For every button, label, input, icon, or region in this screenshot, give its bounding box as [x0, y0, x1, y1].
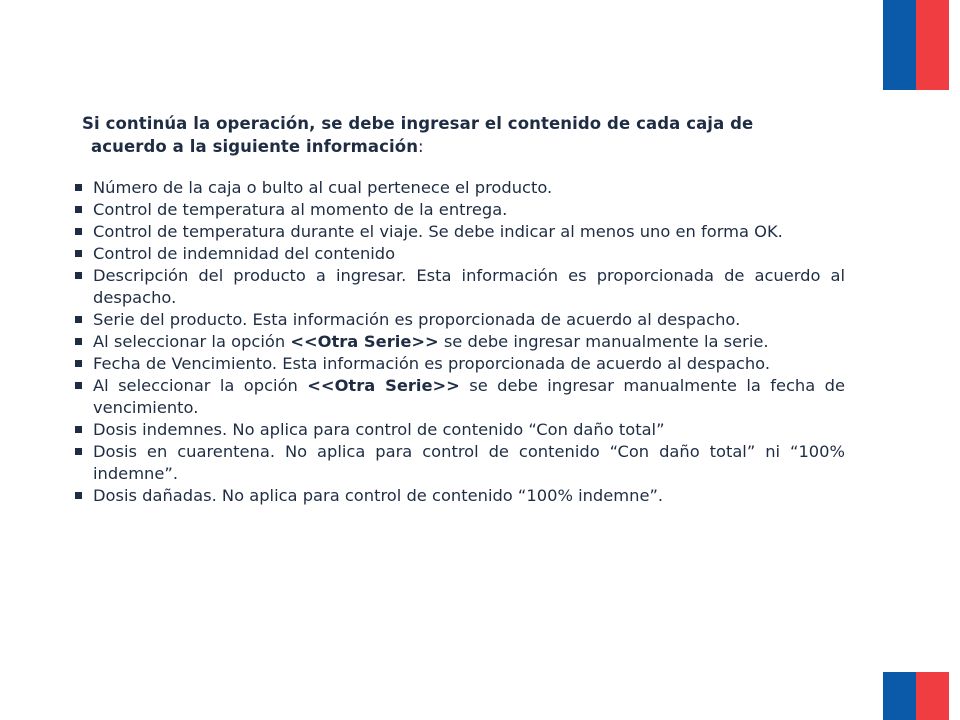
item-text-post: se debe ingresar manualmente la serie. [438, 332, 769, 351]
square-bullet-icon [75, 316, 82, 323]
item-text: Dosis en cuarentena. No aplica para control de contenido “Con daño total” ni “100% indemne”. [93, 442, 845, 483]
list-item [75, 177, 845, 199]
square-bullet-icon [75, 382, 82, 389]
list-item [75, 309, 845, 331]
item-text: Dosis indemnes. No aplica para control de contenido “Con daño total” [93, 420, 665, 439]
intro-heading [82, 112, 842, 158]
item-text-bold: <<Otra Serie>> [290, 332, 439, 351]
square-bullet-icon [75, 448, 82, 455]
item-text-pre: Al seleccionar la opción [93, 376, 308, 395]
item-text: Dosis dañadas. No aplica para control de contenido “100% indemne”. [93, 486, 664, 505]
square-bullet-icon [75, 228, 82, 235]
item-text: Fecha de Vencimiento. Esta información es proporcionada de acuerdo al despacho. [93, 354, 771, 373]
list-item [75, 353, 845, 375]
item-text: Serie del producto. Esta información es proporcionada de acuerdo al despacho. [93, 310, 741, 329]
item-text: Número de la caja o bulto al cual pertenece el producto. [93, 178, 553, 197]
item-text-post: se debe ingresar manualmente la fecha de vencimiento. [93, 376, 845, 417]
list-item [75, 221, 845, 243]
item-text-bold: <<Otra Serie>> [307, 376, 460, 395]
list-item [75, 441, 845, 485]
square-bullet-icon [75, 338, 82, 345]
flag-red-band [916, 672, 949, 720]
square-bullet-icon [75, 360, 82, 367]
item-text: Control de temperatura durante el viaje. Se debe indicar al menos uno en forma OK. [93, 222, 783, 241]
square-bullet-icon [75, 206, 82, 213]
list-item [75, 375, 845, 419]
intro-line-1: Si continúa la operación, se debe ingresar el contenido de cada caja de [82, 114, 754, 133]
list-item [75, 419, 845, 441]
intro-line-2-wrap [82, 135, 842, 158]
item-text: Descripción del producto a ingresar. Esta información es proporcionada de acuerdo al despacho. [93, 266, 845, 307]
intro-colon: : [418, 137, 424, 156]
square-bullet-icon [75, 184, 82, 191]
list-item [75, 265, 845, 309]
flag-stripe-top [883, 0, 949, 90]
info-list [75, 177, 845, 507]
flag-blue-band [883, 0, 916, 90]
intro-line-2: acuerdo a la siguiente información [91, 137, 419, 156]
list-item [75, 331, 845, 353]
square-bullet-icon [75, 492, 82, 499]
list-item [75, 485, 845, 507]
list-item [75, 243, 845, 265]
flag-stripe-bottom [883, 672, 949, 720]
square-bullet-icon [75, 250, 82, 257]
item-text: Control de temperatura al momento de la entrega. [93, 200, 508, 219]
flag-blue-band [883, 672, 916, 720]
item-text: Control de indemnidad del contenido [93, 244, 396, 263]
list-item [75, 199, 845, 221]
item-text-pre: Al seleccionar la opción [93, 332, 291, 351]
flag-red-band [916, 0, 949, 90]
square-bullet-icon [75, 426, 82, 433]
square-bullet-icon [75, 272, 82, 279]
